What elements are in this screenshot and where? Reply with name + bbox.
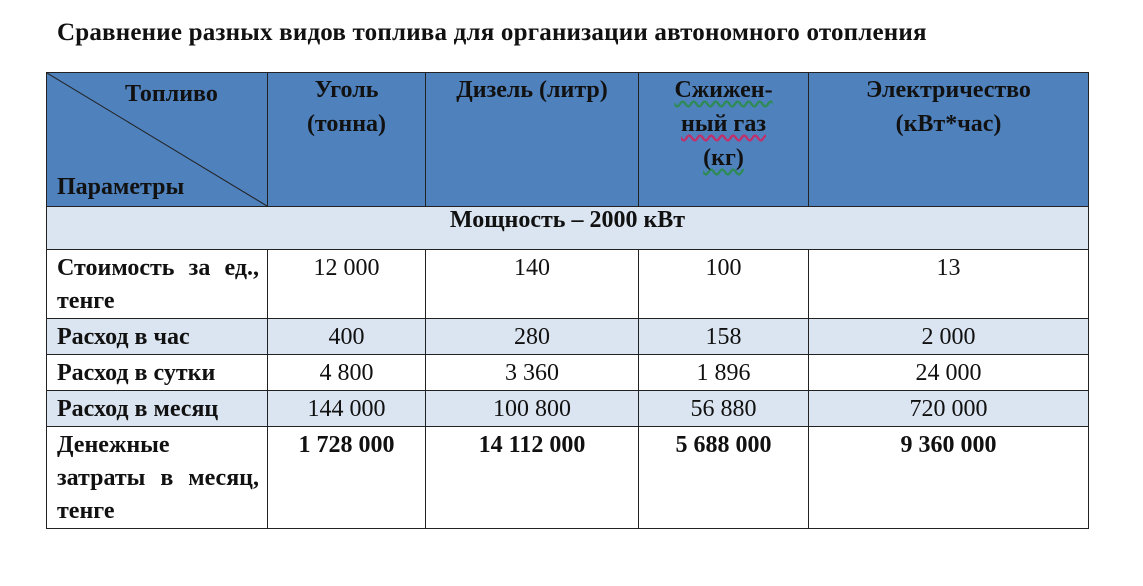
cell-diesel: 140 bbox=[426, 250, 639, 319]
cell-diesel: 100 800 bbox=[426, 391, 639, 427]
cell-coal: 4 800 bbox=[268, 355, 426, 391]
table-row bbox=[47, 391, 1089, 427]
header-electricity-line1: Электричество bbox=[866, 77, 1031, 103]
cell-coal: 144 000 bbox=[268, 391, 426, 427]
corner-header-cell bbox=[47, 73, 268, 207]
header-gas-line2: ный газ bbox=[681, 111, 766, 137]
corner-parameters-label: Параметры bbox=[57, 174, 185, 200]
cell-diesel: 3 360 bbox=[426, 355, 639, 391]
header-coal-line1: Уголь bbox=[314, 77, 379, 103]
cell-electricity: 13 bbox=[809, 250, 1089, 319]
header-gas-line1: Сжижен- bbox=[674, 77, 773, 103]
row-label: Стоимость за ед., тенге bbox=[47, 250, 268, 319]
cell-electricity: 9 360 000 bbox=[809, 427, 1089, 529]
cell-electricity: 720 000 bbox=[809, 391, 1089, 427]
table-row bbox=[47, 355, 1089, 391]
header-diesel bbox=[426, 73, 639, 207]
header-coal bbox=[268, 73, 426, 207]
table-row bbox=[47, 319, 1089, 355]
power-label: Мощность – 2000 кВт bbox=[47, 207, 1089, 250]
row-label: Расход в месяц bbox=[47, 391, 268, 427]
cell-gas: 158 bbox=[639, 319, 809, 355]
header-electricity-line2: (кВт*час) bbox=[895, 111, 1002, 137]
cell-coal: 1 728 000 bbox=[268, 427, 426, 529]
fuel-comparison-table bbox=[46, 72, 1089, 529]
header-row bbox=[47, 73, 1089, 207]
table-row bbox=[47, 250, 1089, 319]
cell-diesel: 280 bbox=[426, 319, 639, 355]
header-diesel-label: Дизель (литр) bbox=[456, 77, 608, 103]
row-label: Денежные затраты в месяц, тенге bbox=[47, 427, 268, 529]
cell-coal: 400 bbox=[268, 319, 426, 355]
cell-gas: 100 bbox=[639, 250, 809, 319]
header-electricity bbox=[809, 73, 1089, 207]
header-gas bbox=[639, 73, 809, 207]
page-title: Сравнение разных видов топлива для организации автономного отопления bbox=[57, 19, 927, 46]
row-label: Расход в час bbox=[47, 319, 268, 355]
header-gas-line3: (кг) bbox=[703, 145, 744, 171]
cell-gas: 56 880 bbox=[639, 391, 809, 427]
cell-diesel: 14 112 000 bbox=[426, 427, 639, 529]
row-label: Расход в сутки bbox=[47, 355, 268, 391]
cell-gas: 1 896 bbox=[639, 355, 809, 391]
cell-coal: 12 000 bbox=[268, 250, 426, 319]
power-row bbox=[47, 207, 1089, 250]
cell-electricity: 2 000 bbox=[809, 319, 1089, 355]
header-coal-line2: (тонна) bbox=[306, 111, 387, 137]
table-row bbox=[47, 427, 1089, 529]
corner-fuel-label: Топливо bbox=[125, 81, 218, 107]
cell-gas: 5 688 000 bbox=[639, 427, 809, 529]
cell-electricity: 24 000 bbox=[809, 355, 1089, 391]
